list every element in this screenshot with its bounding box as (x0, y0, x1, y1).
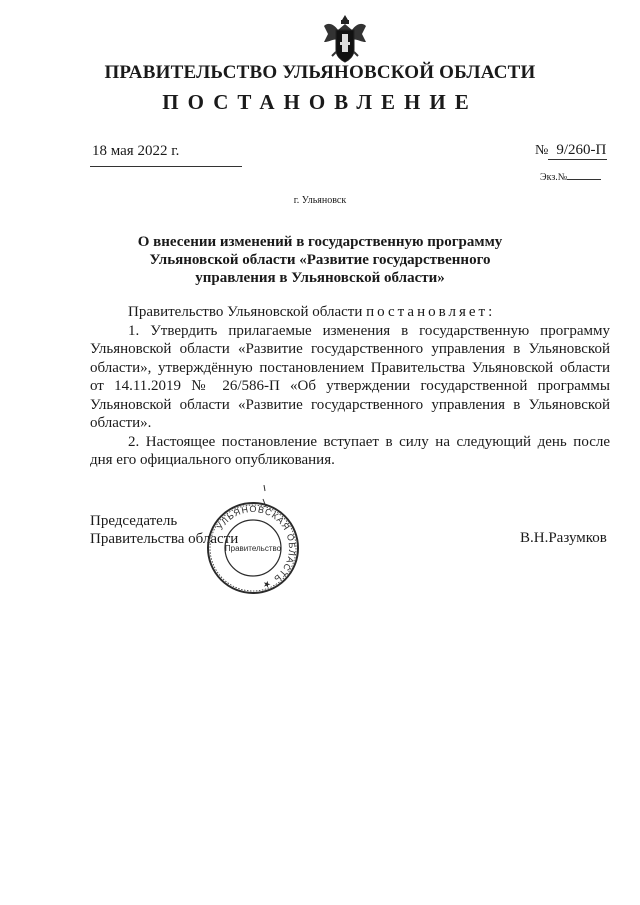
number-value: 9/260-П (548, 142, 607, 160)
item-2-paragraph: 2. Настоящее постановление вступает в силу на следующий день после дня его официального опубликования. (90, 433, 610, 468)
document-type-title: ПОСТАНОВЛЕНИЕ (162, 90, 478, 114)
document-date: 18 мая 2022 г. (92, 143, 180, 159)
number-label: № (535, 143, 549, 158)
document-body (90, 303, 610, 470)
subject-line: О внесении изменений в государственную программу (137, 234, 503, 250)
coat-of-arms-icon (318, 12, 372, 66)
svg-text:УЛЬЯНОВСКАЯ ОБЛАСТЬ ★: УЛЬЯНОВСКАЯ ОБЛАСТЬ ★ (214, 503, 298, 591)
subject-line: Ульяновской области «Развитие государственного (149, 252, 491, 268)
city-line: г. Ульяновск (293, 195, 347, 206)
copy-label: Экз.№ (540, 172, 568, 183)
official-seal-icon (205, 500, 301, 596)
document-number (535, 142, 607, 160)
intro-verb: постановляет: (366, 304, 496, 320)
intro-prefix: Правительство Ульяновской области (128, 304, 363, 320)
item-1-paragraph: 1. Утвердить прилагаемые изменения в государственную программу Ульяновской области «Развитие государственного управления в Ульяновской области», утверждённую постановлением Правительства Ульяновской области от 14.11.2019 № 26/586-П «Об утверждении государственной программы Ульяновской области «Развитие государственного управления в Ульяновской области». (90, 322, 610, 431)
subject-line: управления в Ульяновской области» (195, 270, 445, 286)
seal-center-text: Правительство (224, 544, 282, 553)
copy-number (540, 172, 601, 183)
document-subject (130, 233, 510, 287)
signatory-title-line: Председатель (90, 513, 178, 529)
signatory-title-line: Правительства области (90, 531, 239, 547)
government-title: ПРАВИТЕЛЬСТВО УЛЬЯНОВСКОЙ ОБЛАСТИ (104, 62, 536, 83)
intro-paragraph (90, 303, 610, 322)
date-underline (90, 166, 242, 167)
copy-blank (567, 179, 601, 180)
signatory-name: В.Н.Разумков (520, 530, 607, 546)
